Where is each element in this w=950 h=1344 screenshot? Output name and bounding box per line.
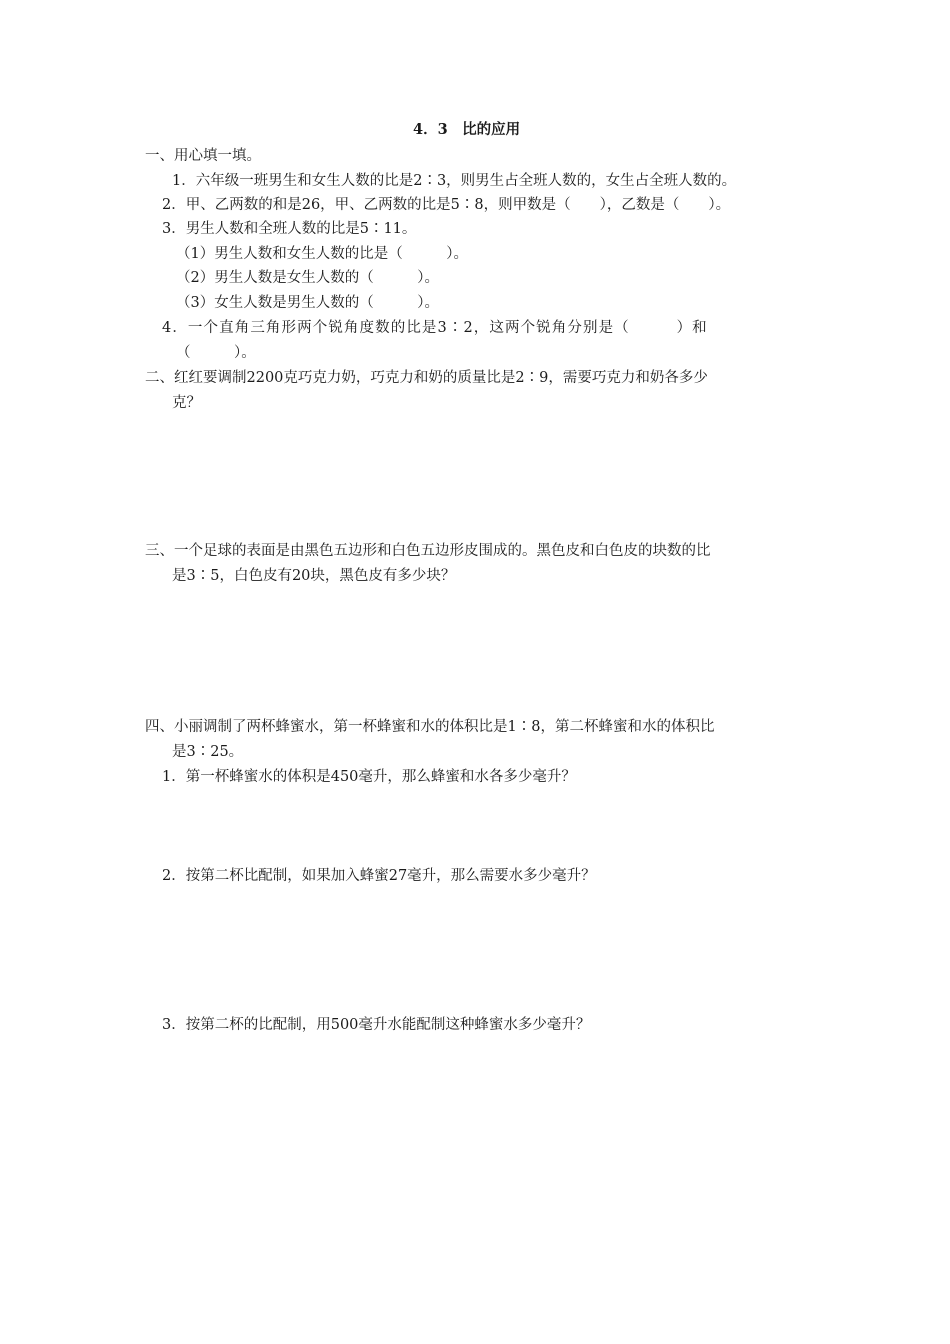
section3-line1: 三、一个足球的表面是由黑色五边形和白色五边形皮围成的。黑色皮和白色皮的块数的比 (145, 543, 711, 559)
section1-heading: 一、用心填一填。 (145, 148, 261, 164)
section4-question3: 3．按第二杯的比配制，用500毫升水能配制这种蜂蜜水多少毫升？ (162, 1017, 591, 1033)
section1-question4-line2: （ ）。 (176, 345, 256, 361)
section1-question3-sub2: （2）男生人数是女生人数的（ ）。 (176, 270, 439, 286)
section4-line1: 四、小丽调制了两杯蜂蜜水，第一杯蜂蜜和水的体积比是1∶8，第二杯蜂蜜和水的体积比 (145, 719, 715, 735)
section1-question2: 2．甲、乙两数的和是26，甲、乙两数的比是5∶8，则甲数是（ ），乙数是（ ）。 (162, 197, 731, 213)
section3-line2: 是3∶5，白色皮有20块，黑色皮有多少块？ (172, 568, 456, 584)
section1-question3: 3．男生人数和全班人数的比是5∶11。 (162, 221, 417, 237)
section1-question4-line1: 4．一个直角三角形两个锐角度数的比是3∶2，这两个锐角分别是（ ）和 (162, 320, 708, 336)
section1-question3-sub1: （1）男生人数和女生人数的比是（ ）。 (176, 246, 468, 262)
section4-question1: 1．第一杯蜂蜜水的体积是450毫升，那么蜂蜜和水各多少毫升？ (162, 769, 576, 785)
section1-question3-sub3: （3）女生人数是男生人数的（ ）。 (176, 295, 439, 311)
section1-question1: 1．六年级一班男生和女生人数的比是2∶3，则男生占全班人数的，女生占全班人数的。 (172, 173, 737, 189)
section4-line2: 是3∶25。 (172, 744, 244, 760)
page-title: 4．3 比的应用 (413, 121, 521, 138)
section2-line2: 克？ (172, 395, 201, 411)
section2-line1: 二、红红要调制2200克巧克力奶，巧克力和奶的质量比是2∶9，需要巧克力和奶各多少 (145, 370, 708, 386)
section4-question2: 2．按第二杯比配制，如果加入蜂蜜27毫升，那么需要水多少毫升？ (162, 868, 596, 884)
